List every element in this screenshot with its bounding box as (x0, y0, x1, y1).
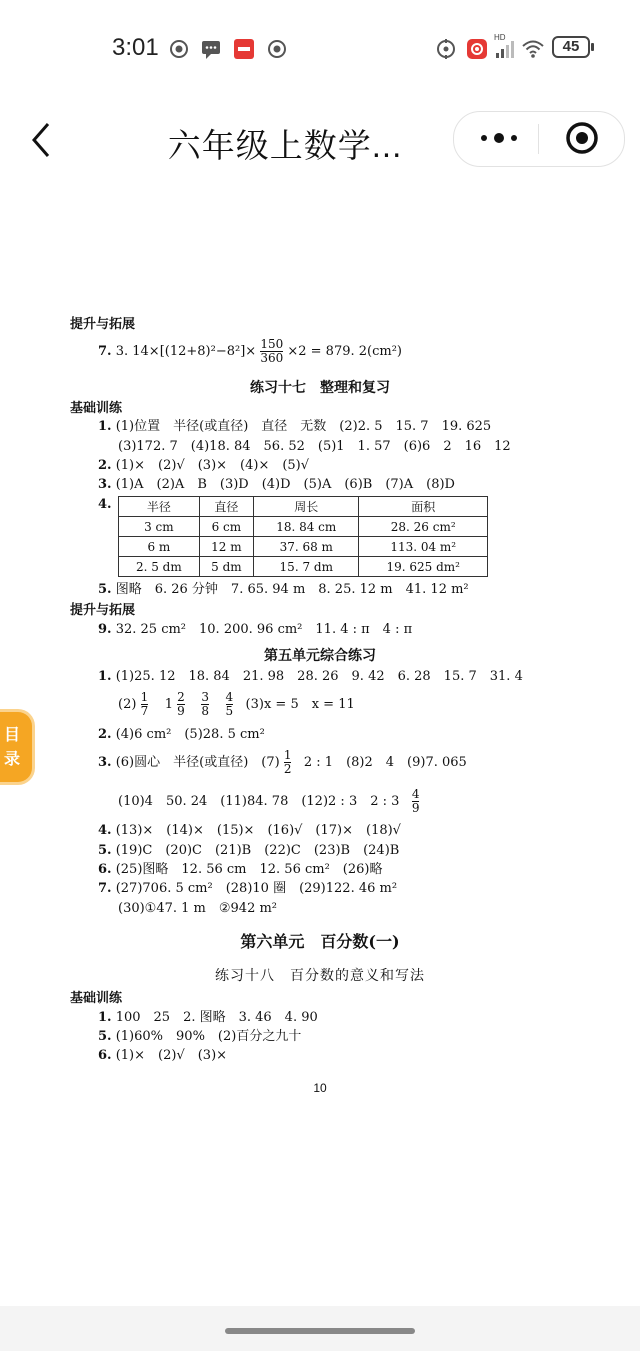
table-header: 直径 (199, 497, 253, 517)
answer-line (98, 477, 455, 493)
answer-line (98, 746, 467, 780)
answer-text: (10)4 50. 24 (11)84. 78 (12)2 : 3 2 : 3 (118, 794, 400, 809)
item-number: 9. (98, 622, 112, 637)
denominator: 9 (411, 801, 420, 815)
denominator: 2 (283, 762, 292, 776)
item-number: 7. (98, 881, 112, 896)
hd-label: HD (494, 33, 506, 42)
table-header: 周长 (254, 497, 359, 517)
catalog-tab-label: 目 (3, 725, 20, 744)
notification-icon-2 (266, 38, 288, 60)
table-cell: 5 dm (199, 557, 253, 577)
table-cell: 3 cm (119, 517, 200, 537)
answer-line (98, 843, 399, 859)
section-heading: 提升与拓展 (70, 602, 136, 617)
item-number: 6. (98, 1048, 112, 1063)
table-header: 半径 (119, 497, 200, 517)
table-cell: 19. 625 dm² (359, 557, 488, 577)
item-number: 7. (98, 344, 112, 359)
item-number: 2. (98, 458, 112, 473)
denominator: 8 (201, 704, 209, 718)
table-row (119, 537, 488, 557)
table-header: 面积 (359, 497, 488, 517)
answer-text: (27)706. 5 cm² (28)10 圈 (29)122. 46 m² (115, 881, 398, 896)
answer-text: (1)× (2)√ (3)× (4)× (5)√ (115, 458, 310, 473)
answer-line (98, 338, 402, 365)
answer-text: (25)图略 12. 56 cm 12. 56 cm² (26)略 (115, 862, 383, 877)
section-heading: 基础训练 (70, 990, 123, 1005)
answer-line (98, 419, 491, 435)
answer-text: (2) (118, 697, 137, 712)
table-row (119, 557, 488, 577)
denominator: 5 (225, 704, 234, 718)
wifi-icon (522, 38, 544, 60)
answer-text: (4)6 cm² (5)28. 5 cm² (115, 727, 265, 742)
location-icon (435, 38, 457, 60)
item-number: 2. (98, 727, 112, 742)
table-cell: 2. 5 dm (119, 557, 200, 577)
answer-text: 100 25 2. 图略 3. 46 4. 90 (115, 1010, 318, 1025)
answer-text: (1)60% 90% (2)百分之九十 (115, 1029, 302, 1044)
table-cell: 12 m (199, 537, 253, 557)
answer-text: (1)位置 半径(或直径) 直径 无数 (2)2. 5 15. 7 19. 625 (115, 419, 492, 434)
item-number: 6. (98, 862, 112, 877)
answer-text: (13)× (14)× (15)× (16)√ (17)× (18)√ (115, 823, 401, 838)
battery-level: 45 (562, 38, 580, 55)
red-app-icon (233, 38, 255, 60)
answer-line (118, 785, 419, 819)
numerator: 150 (260, 337, 284, 351)
numerator: 4 (411, 787, 420, 801)
item-number: 4. (98, 823, 112, 838)
answer-line (98, 1010, 318, 1026)
answer-line (98, 1029, 301, 1045)
item-number: 3. (98, 477, 112, 492)
answer-line (98, 881, 397, 897)
fraction (412, 788, 420, 815)
table-cell: 6 cm (199, 517, 253, 537)
signal-icon (494, 38, 516, 60)
unit-title: 第五单元综合练习 (264, 648, 376, 664)
table-cell: 18. 84 cm (254, 517, 359, 537)
status-bar (0, 0, 640, 96)
exercise-title: 练习十七 整理和复习 (250, 380, 390, 396)
denominator: 9 (177, 704, 185, 718)
item-number: 1. (98, 1010, 112, 1025)
table-cell: 6 m (119, 537, 200, 557)
table-header-row (119, 497, 488, 517)
battery-tip (591, 43, 594, 51)
answer-text: 3. 14×[(12+8)²−8²]× (115, 344, 257, 359)
answer-text: (3)x = 5 x = 11 (245, 697, 355, 712)
numerator: 1 (140, 690, 149, 704)
answer-line (98, 1048, 227, 1064)
table-cell: 15. 7 dm (254, 557, 359, 577)
numerator: 2 (177, 690, 185, 704)
answer-line (98, 823, 401, 839)
item-number: 5. (98, 843, 112, 858)
message-icon (200, 38, 222, 60)
section-heading: 提升与拓展 (70, 316, 136, 331)
fraction (284, 749, 292, 776)
notification-icon (168, 38, 190, 60)
answer-text: 2 : 1 (8)2 4 (9)7. 065 (303, 755, 467, 770)
denominator: 360 (260, 351, 284, 365)
close-mini-program-button[interactable] (558, 118, 606, 158)
fraction (141, 691, 149, 718)
status-time: 3:01 (112, 34, 159, 61)
answer-text: ×2 = 879. 2(cm²) (287, 344, 402, 359)
table-row (119, 517, 488, 537)
catalog-tab-label: 录 (3, 749, 20, 768)
answer-text: (1)× (2)√ (3)× (115, 1048, 228, 1063)
answer-line (98, 862, 382, 878)
answer-line (118, 688, 355, 722)
answer-text: (6)圆心 半径(或直径) (7) (115, 755, 280, 770)
answer-line: (30)①47. 1 m ②942 m² (118, 901, 278, 916)
item-number: 1. (98, 419, 112, 434)
answer-text: (1)25. 12 18. 84 21. 98 28. 26 9. 42 6. 28 15. 7 31. 4 (115, 669, 523, 684)
answer-line (98, 582, 469, 598)
home-indicator[interactable] (225, 1328, 415, 1334)
table-cell: 28. 26 cm² (359, 517, 488, 537)
answer-text: (19)C (20)C (21)B (22)C (23)B (24)B (115, 843, 400, 858)
record-icon (466, 38, 488, 60)
item-number: 3. (98, 755, 112, 770)
numerator: 1 (283, 748, 292, 762)
catalog-tab[interactable] (0, 712, 32, 782)
fraction (201, 691, 209, 718)
item-number: 5. (98, 1029, 112, 1044)
fraction (260, 338, 283, 365)
answer-line: (3)172. 7 (4)18. 84 56. 52 (5)1 1. 57 (6)6 2 16 12 (118, 439, 511, 454)
table-cell: 37. 68 m (254, 537, 359, 557)
numerator: 3 (201, 690, 209, 704)
answer-line (98, 727, 265, 743)
nav-title-text: 六年级上数学... (167, 127, 403, 164)
denominator: 7 (140, 704, 149, 718)
circle-data-table (118, 496, 488, 577)
item-number: 4. (98, 497, 112, 512)
answer-line (98, 669, 523, 685)
section-heading: 基础训练 (70, 400, 123, 415)
answer-text: 图略 6. 26 分钟 7. 65. 94 m 8. 25. 12 m 41. 12 m² (115, 582, 469, 597)
answer-text: 32. 25 cm² 10. 200. 96 cm² 11. 4 : π 4 : π (115, 622, 413, 637)
answer-text: (1)A (2)A B (3)D (4)D (5)A (6)B (7)A (8)D (115, 477, 455, 492)
item-number: 5. (98, 582, 112, 597)
more-options-button[interactable] (470, 118, 528, 158)
answer-line (98, 458, 309, 474)
unit-title: 第六单元 百分数(一) (240, 932, 400, 951)
table-cell: 113. 04 m² (359, 537, 488, 557)
fraction (177, 691, 185, 718)
item-number: 1. (98, 669, 112, 684)
whole-number: 1 (164, 697, 174, 712)
battery-icon (552, 36, 590, 58)
capsule-divider (538, 124, 539, 154)
answer-line (98, 622, 412, 638)
numerator: 4 (225, 690, 234, 704)
exercise-title: 练习十八 百分数的意义和写法 (215, 968, 425, 984)
page-number: 10 (313, 1081, 327, 1095)
fraction (226, 691, 234, 718)
